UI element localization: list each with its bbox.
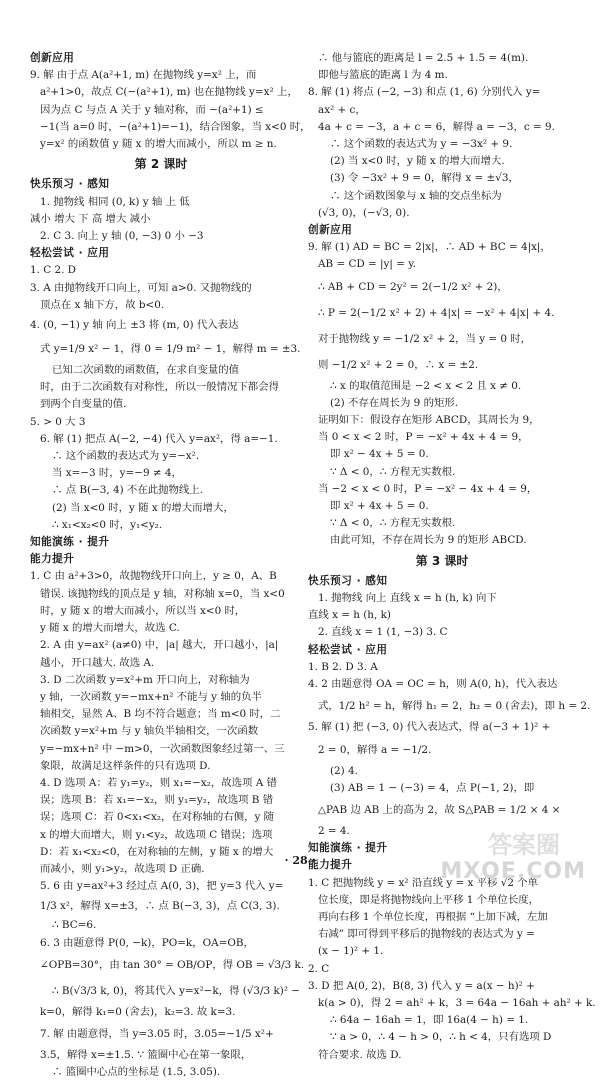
lesson-heading: 第 2 课时 xyxy=(134,157,188,172)
text-line: x 的增大而增大，则 y₁<y₂，故选项 C 错误；选项 xyxy=(40,828,273,841)
text-line: 5. 6 由 y=ax²+3 经过点 A(0, 3)，把 y=3 代入 y= xyxy=(40,880,284,893)
lesson-heading: 第 3 课时 xyxy=(415,553,469,568)
text-line: ∴ B(√3/3 k, 0)，将其代入 y=x²−k，得 (√3/3 k)² − xyxy=(52,984,300,997)
text-line: (3) 令 −3x² + 9 = 0，解得 x = ±√3， xyxy=(330,172,519,185)
text-line: 4a + c = −3，a + c = 6，解得 a = −3，c = 9. xyxy=(318,120,555,133)
text-line: 7. 解 由题意得，当 y=3.05 时，3.05=−1/5 x²+ xyxy=(40,1027,274,1040)
text-line: ∴ 这个函数的表达式为 y=−x². xyxy=(52,450,200,463)
text-line: (x − 1)² + 1. xyxy=(318,945,384,958)
watermark-logo: 答案圈 xyxy=(488,830,560,859)
text-line: 2. C xyxy=(308,962,330,975)
text-line: 当 x=−3 时，y=−9 ≠ 4， xyxy=(52,467,182,480)
text-line: (2) 不存在周长为 9 的矩形. xyxy=(330,396,459,409)
text-line: 4. (0, −1) y 轴 向上 ±3 将 (m, 0) 代入表达 xyxy=(30,319,239,332)
text-line: 式 y=1/9 x² − 1，得 0 = 1/9 m² − 1，解得 m = ±3. xyxy=(40,343,301,356)
text-line: 对于抛物线 y = −1/2 x² + 2，当 y = 0 时， xyxy=(318,332,532,345)
text-line: 误；选项 C：若 0<x₁<x₂，在对称轴的右侧，y 随 xyxy=(40,811,275,824)
text-line: 右减” 即可得到平移后的抛物线的表达式为 y = xyxy=(318,928,535,941)
text-line: y=−mx+n² 中 −m>0，一次函数图象经过第一、三 xyxy=(40,742,285,755)
text-line: y 轴，一次函数 y=−mx+n² 不能与 y 轴的负半 xyxy=(40,690,262,703)
text-line: 2 = 0，解得 a = −1/2. xyxy=(318,743,432,756)
text-line: 4. D 选项 A：若 y₁=y₂，则 x₁=−x₂，故选项 A 错 xyxy=(40,776,277,789)
text-line: 6. 解 (1) 把点 A(−2, −4) 代入 y=ax²，得 a=−1. xyxy=(40,432,278,445)
text-line: 减小 增大 下 高 增大 减小 xyxy=(30,212,151,225)
text-line: 即 x² − 4x + 5 = 0. xyxy=(330,448,429,461)
text-line: 顶点在 x 轴下方，故 b<0. xyxy=(40,298,165,311)
text-line: k(a > 0)，得 2 = ah² + k，3 = 64a − 16ah + ah² + k. xyxy=(318,996,596,1009)
text-line: 8. 解 (1) 将点 (−2, −3) 和点 (1, 6) 分别代入 y= xyxy=(308,86,541,99)
text-line: 时，由于二次函数有对称性，所以一般情况下都会得 xyxy=(40,381,279,394)
text-line: 5. > 0 大 3 xyxy=(30,415,86,428)
section-heading: 快乐预习 · 感知 xyxy=(30,178,110,191)
text-line: 由此可知，不存在周长为 9 的矩形 ABCD. xyxy=(330,534,527,547)
text-line: 4. 2 由题意得 OA = OC = h，则 A(0, h)，代入表达 xyxy=(308,678,558,691)
text-line: ∵ Δ < 0，∴ 方程无实数根. xyxy=(330,465,456,478)
text-line: 位长度，即是将抛物线向上平移 1 个单位长度， xyxy=(318,893,540,906)
text-line: 1. C 2. D xyxy=(30,264,77,277)
text-line: (√3, 0)，(−√3, 0). xyxy=(318,206,410,219)
text-line: 3.5，解得 x=±1.5. ∵ 篮圈中心在第一象限， xyxy=(40,1048,252,1061)
text-line: 6. 3 由题意得 P(0, −k)，PO=k，OA=OB， xyxy=(40,936,254,949)
text-line: k=0，解得 k₁=0 (舍去)，k₂=3. 故 k=3. xyxy=(40,1005,236,1018)
text-line: 2. 直线 x = 1 (1, −3) 3. C xyxy=(318,626,448,639)
text-line: 当 −2 < x < 0 时，P = −x² − 4x + 4 = 9， xyxy=(318,482,538,495)
text-line: 1. 抛物线 向上 直线 x = h (h, k) 向下 xyxy=(318,592,497,605)
text-line: 直线 x = h (h, k) xyxy=(308,609,391,622)
text-line: 9. 解 (1) AD = BC = 2|x|，∴ AD + BC = 4|x|， xyxy=(308,241,551,254)
section-heading: 创新应用 xyxy=(308,224,353,237)
text-line: 1. C 由 a²+3>0，故抛物线开口向上，y ≥ 0，A、B xyxy=(30,570,277,583)
text-line: 1. 抛物线 相同 (0, k) y 轴 上 低 xyxy=(40,195,190,208)
text-line: 则 −1/2 x² + 2 = 0，∴ x = ±2. xyxy=(318,358,479,371)
text-line: y=x² 的函数值 y 随 x 的增大而减小，所以 m ≥ n. xyxy=(40,138,277,151)
text-line: 3. D 二次函数 y=x²+m 开口向上，对称轴为 xyxy=(40,673,250,686)
text-line: ∴ 64a − 16ah = 1，即 16a(4 − h) = 1. xyxy=(330,1014,529,1027)
text-line: 1/3 x²，解得 x=±3，∴ 点 B(−3, 3)，点 C(3, 3). xyxy=(40,900,280,913)
section-heading: 能力提升 xyxy=(30,553,75,566)
section-heading: 知能演练 · 提升 xyxy=(30,536,110,549)
text-line: 再向右移 1 个单位长度，再根据 “上加下减，左加 xyxy=(318,910,548,923)
page-number: · 28 · xyxy=(284,854,316,867)
section-heading: 快乐预习 · 感知 xyxy=(308,574,388,587)
text-line: D：若 x₁<x₂<0，在对称轴的左侧，y 随 x 的增大 xyxy=(40,845,274,858)
right-column xyxy=(308,50,596,1064)
text-line: 式，1/2 h² = h，解得 h₁ = 2，h₂ = 0 (舍去)，即 h = 2. xyxy=(318,700,591,713)
text-line: 错误. 该抛物线的顶点是 y 轴，对称轴 x=0，当 x<0 xyxy=(40,587,285,600)
text-line: 9. 解 由于点 A(a²+1, m) 在抛物线 y=x² 上，而 xyxy=(30,69,257,82)
text-line: 误；选项 B：若 x₁=−x₂，则 y₁=y₂，故选项 B 错 xyxy=(40,794,274,807)
section-heading: 创新应用 xyxy=(30,52,75,64)
text-line: 3. A 由抛物线开口向上，可知 a>0. 又抛物线的 xyxy=(30,281,252,294)
text-line: 因为点 C 与点 A 关于 y 轴对称，而 −(a²+1) ≤ xyxy=(40,103,264,116)
text-line: ∴ 这个函数图象与 x 轴的交点坐标为 xyxy=(330,189,502,202)
text-line: ∴ 篮圈中心点的坐标是 (1.5, 3.05). xyxy=(52,1066,221,1079)
text-line: 2. C 3. 向上 y 轴 (0, −3) 0 小 −3 xyxy=(40,230,204,243)
watermark: MXQE.COM xyxy=(440,858,586,884)
text-line: 证明如下：假设存在矩形 ABCD，其周长为 9， xyxy=(318,414,540,427)
text-line: 即他与篮底的距离 l 为 4 m. xyxy=(318,69,448,82)
text-line: 3. D 把 A(0, 2)，B(8, 3) 代入 y = a(x − h)² + xyxy=(308,979,535,992)
text-line: ∴ 这个函数的表达式为 y = −3x² + 9. xyxy=(330,138,513,151)
text-line: 而减小，则 y₁>y₂，故选项 D 正确. xyxy=(40,862,205,875)
text-line: 即 x² + 4x + 5 = 0. xyxy=(330,500,429,513)
text-line: 5. 解 (1) 把 (−3, 0) 代入表达式，得 a(−3 + 1)² + xyxy=(308,721,551,734)
text-line: 2. A 由 y=ax² (a≠0) 中，|a| 越大，开口越小，|a| xyxy=(40,639,279,652)
text-line: a²+1>0，故点 C(−(a²+1), m) 也在抛物线 y=x² 上， xyxy=(40,86,298,99)
text-line: ∵ a > 0，∴ 4 − h > 0，∴ h < 4，只有选项 D xyxy=(330,1031,552,1044)
text-line: ∠OPB=30°，由 tan 30° = OB/OP，得 OB = √3/3 k. xyxy=(40,958,305,971)
text-line: (2) 当 x<0 时，y 随 x 的增大而增大. xyxy=(330,155,505,168)
text-line: (2) 4. xyxy=(330,764,358,777)
text-line: 2 = 4. xyxy=(318,824,350,837)
text-line: ∴ 他与篮底的距离是 l = 2.5 + 1.5 = 4(m). xyxy=(318,52,529,64)
text-line: △PAB 边 AB 上的高为 2，故 S△PAB = 1/2 × 4 × xyxy=(318,803,561,816)
text-line: ∴ AB + CD = 2y² = 2(−1/2 x² + 2)， xyxy=(318,280,508,293)
text-line: ax² + c， xyxy=(318,103,366,116)
text-line: 当 0 < x < 2 时，P = −x² + 4x + 4 = 9， xyxy=(318,431,529,444)
section-heading: 能力提升 xyxy=(308,859,353,872)
text-line: 到两个自变量的值. xyxy=(40,398,127,411)
section-heading: 轻松尝试 · 应用 xyxy=(308,643,388,656)
text-line: (2) 当 x<0 时，y 随 x 的增大而增大， xyxy=(52,501,234,514)
text-line: ∵ Δ < 0，∴ 方程无实数根. xyxy=(330,517,456,530)
text-line: AB = CD = |y| = y. xyxy=(318,258,417,271)
text-line: ∴ BC=6. xyxy=(52,919,97,932)
text-line: −1(当 a=0 时，−(a²+1)=−1)，结合图象，当 x<0 时， xyxy=(40,120,311,133)
text-line: 越小，开口越大. 故选 A. xyxy=(40,656,155,669)
text-line: ∴ P = 2(−1/2 x² + 2) + 4|x| = −x² + 4|x| + 4. xyxy=(318,306,555,319)
text-line: 符合要求. 故选 D. xyxy=(318,1048,402,1061)
text-line: 轴相交，显然 A、B 均不符合题意；当 m<0 时，二 xyxy=(40,708,281,721)
section-heading: 知能演练 · 提升 xyxy=(308,842,388,855)
text-line: 已知二次函数的函数值，在求自变量的值 xyxy=(52,364,240,377)
text-line: 1. C 把抛物线 y = x² 沿直线 y = x 平移 √2 个单 xyxy=(308,876,539,889)
text-line: 象限，故满足这样条件的只有选项 D. xyxy=(40,759,211,772)
text-line: y 随 x 的增大而增大，故选 C. xyxy=(40,622,180,635)
text-line: 1. B 2. D 3. A xyxy=(308,660,378,673)
text-line: ∴ x 的取值范围是 −2 < x < 2 且 x ≠ 0. xyxy=(330,379,522,392)
text-line: 次函数 y=x²+m 与 y 轴负半轴相交，一次函数 xyxy=(40,725,259,738)
text-line: (3) AB = 1 − (−3) = 4，点 P(−1, 2)，即 xyxy=(330,781,535,794)
text-line: ∴ 点 B(−3, 4) 不在此抛物线上. xyxy=(52,484,204,497)
text-line: 时，y 随 x 的增大而减小，所以当 x<0 时， xyxy=(40,604,246,617)
section-heading: 轻松尝试 · 应用 xyxy=(30,247,110,260)
text-line: ∴ x₁<x₂<0 时，y₁<y₂. xyxy=(52,518,163,531)
